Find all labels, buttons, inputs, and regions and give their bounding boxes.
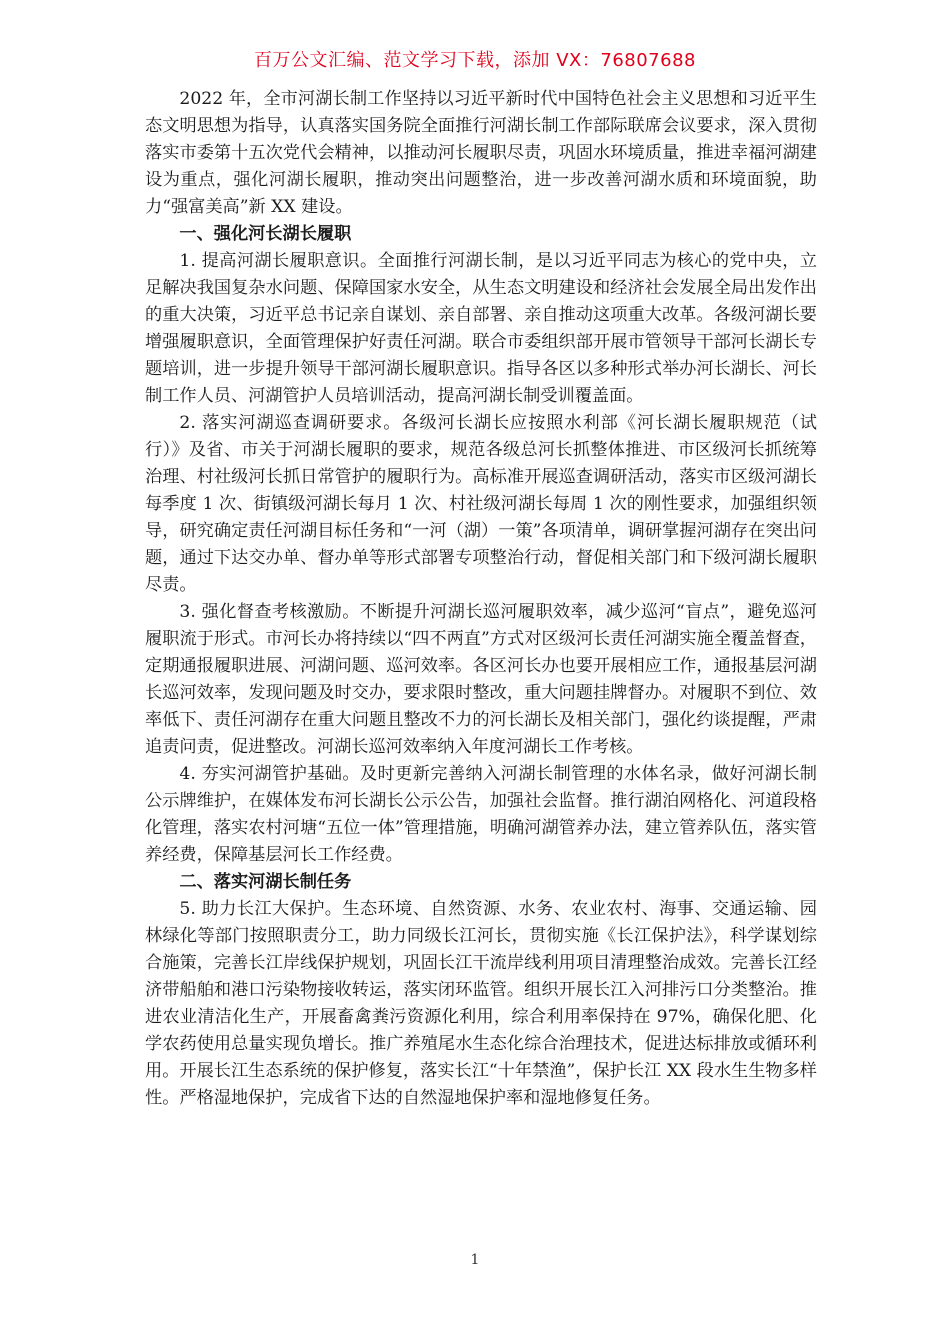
section-heading: 二、落实河湖长制任务	[179, 872, 352, 892]
document-body	[145, 86, 817, 1112]
page-number: 1	[470, 1252, 480, 1268]
paragraph: 2. 落实河湖巡查调研要求。各级河长湖长应按照水利部《河长湖长履职规范（试行）》及省、市关于河湖长履职的要求，规范各级总河长抓整体推进、市区级河长抓统筹治理、村社级河长抓日常管护的履职行为。高标准开展巡查调研活动，落实市区级河湖长每季度 1 次、街镇级河湖长每月 1 次、村社级河湖长每周 1 次的刚性要求，加强组织领导，研究确定责任河湖目标任务和“一河（湖）一策”各项清单，调研掌握河湖存在突出问题，通过下达交办单、督办单等形式部署专项整治行动，督促相关部门和下级河湖长履职尽责。	[145, 413, 817, 595]
section-heading: 一、强化河长湖长履职	[179, 224, 352, 244]
paragraph: 3. 强化督查考核激励。不断提升河湖长巡河履职效率，减少巡河“盲点”，避免巡河履职流于形式。市河长办将持续以“四不两直”方式对区级河长责任河湖实施全覆盖督查，定期通报履职进展、河湖问题、巡河效率。各区河长办也要开展相应工作，通报基层河湖长巡河效率，发现问题及时交办，要求限时整改，重大问题挂牌督办。对履职不到位、效率低下、责任河湖存在重大问题且整改不力的河长湖长及相关部门，强化约谈提醒，严肃追责问责，促进整改。河湖长巡河效率纳入年度河湖长工作考核。	[145, 602, 817, 757]
paragraph: 1. 提高河湖长履职意识。全面推行河湖长制，是以习近平同志为核心的党中央，立足解决我国复杂水问题、保障国家水安全，从生态文明建设和经济社会发展全局出发作出的重大决策，习近平总书记亲自谋划、亲自部署、亲自推动这项重大改革。各级河湖长要增强履职意识，全面管理保护好责任河湖。联合市委组织部开展市管领导干部河长湖长专题培训，进一步提升领导干部河湖长履职意识。指导各区以多种形式举办河长湖长、河长制工作人员、河湖管护人员培训活动，提高河湖长制受训覆盖面。	[145, 251, 817, 406]
intro-paragraph: 2022 年，全市河湖长制工作坚持以习近平新时代中国特色社会主义思想和习近平生态文明思想为指导，认真落实国务院全面推行河湖长制工作部际联席会议要求，深入贯彻落实市委第十五次党代会精神，以推动河长履职尽责，巩固水环境质量，推进幸福河湖建设为重点，强化河湖长履职，推动突出问题整治，进一步改善河湖水质和环境面貌，助力“强富美高”新 XX 建设。	[145, 89, 817, 217]
paragraph: 5. 助力长江大保护。生态环境、自然资源、水务、农业农村、海事、交通运输、园林绿化等部门按照职责分工，助力同级长江河长，贯彻实施《长江保护法》，科学谋划综合施策，完善长江岸线保护规划，巩固长江干流岸线利用项目清理整治成效。完善长江经济带船舶和港口污染物接收转运，落实闭环监管。组织开展长江入河排污口分类整治。推进农业清洁化生产，开展畜禽粪污资源化利用，综合利用率保持在 97%，确保化肥、化学农药使用总量实现负增长。推广养殖尾水生态化综合治理技术，促进达标排放或循环利用。开展长江生态系统的保护修复，落实长江“十年禁渔”，保护长江 XX 段水生生物多样性。严格湿地保护，完成省下达的自然湿地保护率和湿地修复任务。	[145, 899, 817, 1108]
header-banner: 百万公文汇编、范文学习下载，添加 VX：76807688	[254, 50, 696, 71]
paragraph: 4. 夯实河湖管护基础。及时更新完善纳入河湖长制管理的水体名录，做好河湖长制公示牌维护，在媒体发布河长湖长公示公告，加强社会监督。推行湖泊网格化、河道段格化管理，落实农村河塘“五位一体”管理措施，明确河湖管养办法，建立管养队伍，落实管养经费，保障基层河长工作经费。	[145, 764, 817, 865]
